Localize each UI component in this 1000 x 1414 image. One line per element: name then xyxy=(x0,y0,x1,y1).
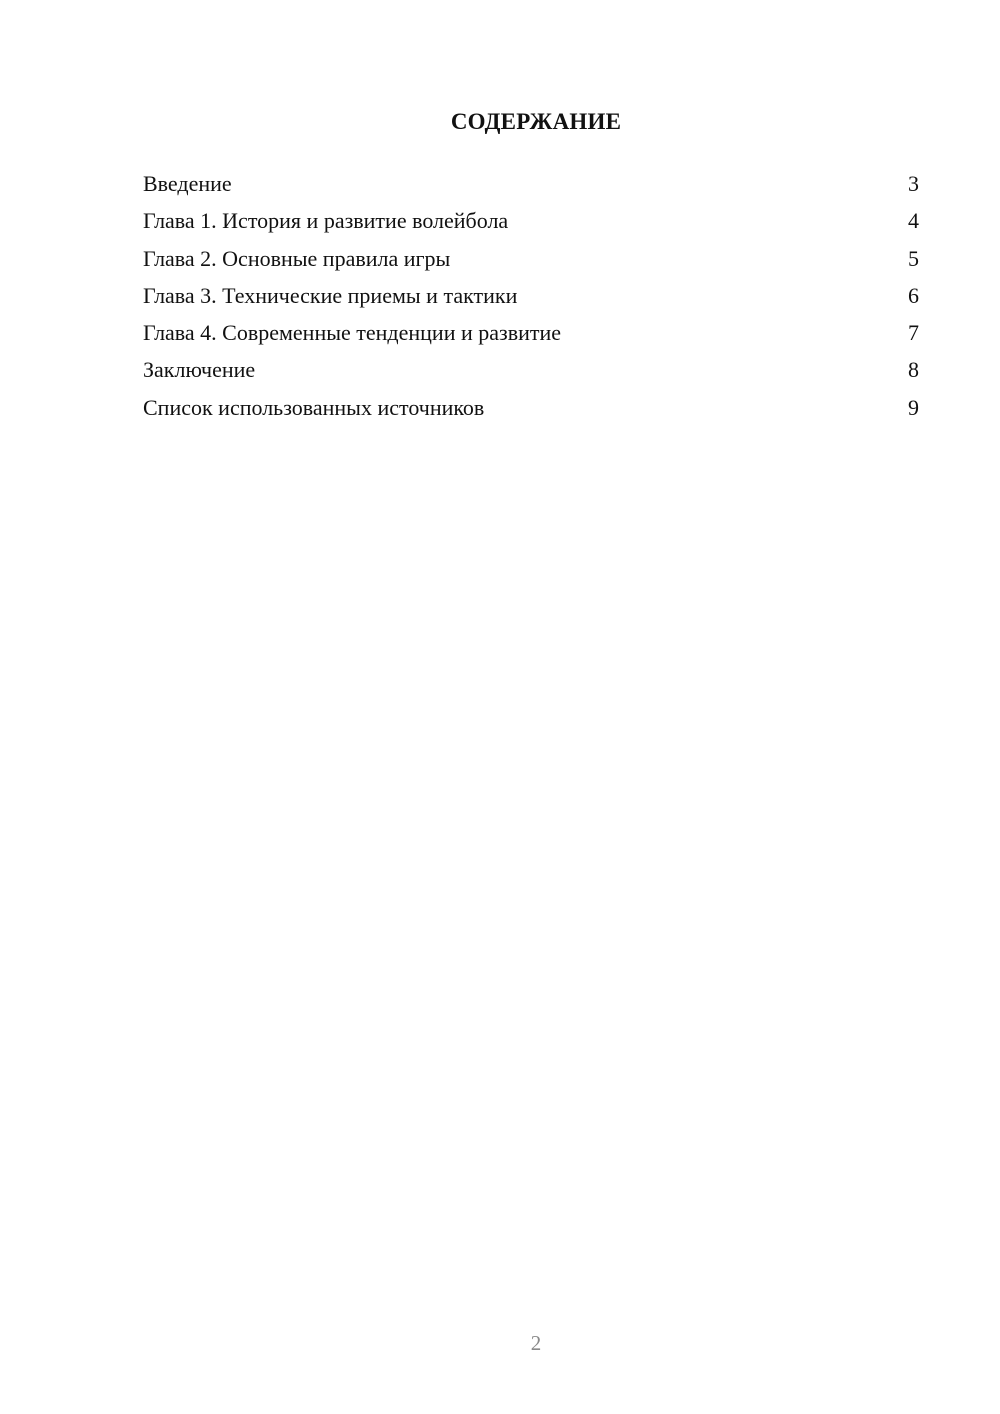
toc-entry-label: Глава 3. Технические приемы и тактики xyxy=(143,282,518,308)
toc-entry-label: Глава 4. Современные тенденции и развитие xyxy=(143,320,562,346)
toc-entry-chapter-2 xyxy=(143,244,919,281)
toc-entry-label: Глава 1. История и развитие волейбола xyxy=(143,208,509,234)
toc-entry-page: 8 xyxy=(908,357,919,383)
table-of-contents xyxy=(143,169,919,430)
toc-entry-label: Введение xyxy=(143,171,232,196)
toc-entry-page: 9 xyxy=(908,394,919,420)
toc-entry-chapter-1 xyxy=(143,206,919,243)
toc-entry-conclusion xyxy=(143,355,919,392)
toc-entry-introduction xyxy=(143,169,919,206)
page-title: СОДЕРЖАНИЕ xyxy=(450,109,622,135)
toc-entry-chapter-4 xyxy=(143,318,919,355)
toc-entry-page: 6 xyxy=(908,282,919,308)
toc-entry-page: 4 xyxy=(908,208,919,234)
toc-entry-label: Список использованных источников xyxy=(143,394,485,420)
toc-entry-label: Заключение xyxy=(143,357,256,383)
toc-entry-page: 7 xyxy=(908,320,919,346)
page-number: 2 xyxy=(530,1331,542,1355)
toc-entry-references xyxy=(143,393,919,430)
toc-entry-page: 3 xyxy=(908,171,919,196)
toc-entry-chapter-3 xyxy=(143,281,919,318)
toc-entry-page: 5 xyxy=(908,245,919,271)
toc-entry-label: Глава 2. Основные правила игры xyxy=(143,245,451,271)
